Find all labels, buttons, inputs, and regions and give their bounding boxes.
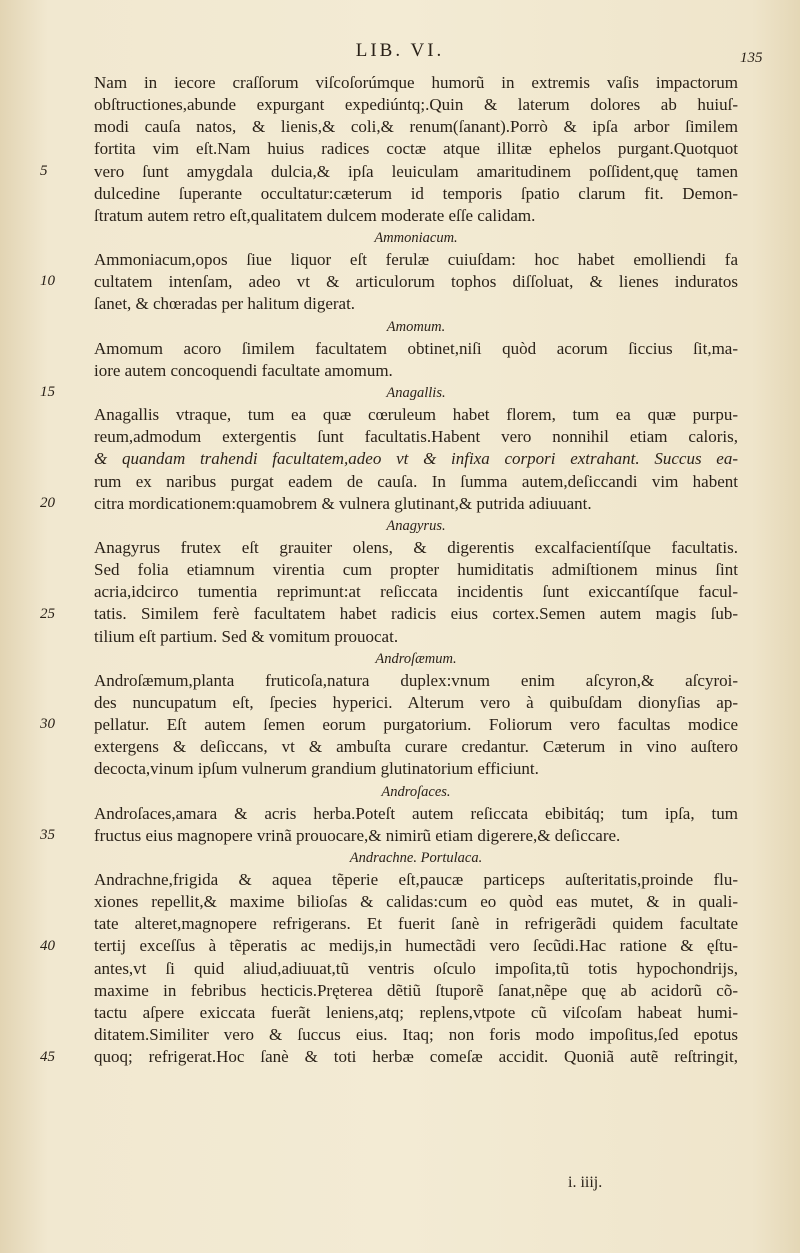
text-line: tatis. Similem ferè facultatem habet radicis eius cortex.Semen autem magis ſub- bbox=[94, 604, 738, 624]
text-line: xiones repellit,& maxime bilioſas & calidas:cum eo quòd eas mutet, & in quali- bbox=[94, 892, 738, 912]
section-heading: Andrachne. Portulaca. bbox=[349, 849, 483, 866]
margin-line-number: 10 bbox=[40, 273, 55, 290]
margin-line-number: 25 bbox=[40, 605, 55, 622]
section-heading: Androſæmum. bbox=[375, 650, 457, 667]
text-line: Androſaces,amara & acris herba.Poteſt autem reſiccata ebibitáq; tum ipſa, tum bbox=[94, 803, 738, 823]
text-line: modi cauſa natos, & lienis,& coli,& renum(ſanant).Porrò & ipſa arbor ſimilem bbox=[94, 117, 738, 137]
text-line: des nuncupatum eſt, ſpecies hyperici. Alterum vero à quibuſdam dionyſias ap- bbox=[94, 692, 738, 712]
section-heading: Amomum. bbox=[386, 318, 446, 335]
text-line: vero ſunt amygdala dulcia,& ipſa leuiculam amaritudinem poſſident,quę tamen bbox=[94, 161, 738, 181]
text-line: Androſæmum,planta fruticoſa,natura duplex:vnum enim aſcyron,& aſcyroi- bbox=[94, 670, 738, 690]
text-line: tertij exceſſus à tẽperatis ac medijs,in humectãdi vero ſecũdi.Hac ratione & ęſtu- bbox=[94, 936, 738, 956]
margin-line-number: 20 bbox=[40, 494, 55, 511]
text-line: tate alteret,magnopere refrigerans. Et fuerit ſanè in refrigerãdi quidem facultate bbox=[94, 914, 738, 934]
text-line: extergens & deſiccans, vt & ambuſta curare credantur. Cæterum in vino auſtero bbox=[94, 737, 738, 757]
section-heading: Androſaces. bbox=[381, 783, 451, 800]
section-heading: Anagyrus. bbox=[386, 517, 446, 534]
text-line: acria,idcirco tumentia reprimunt:at reſiccata incidentis ſunt exiccantíſque facul- bbox=[94, 582, 738, 602]
text-block bbox=[94, 72, 738, 1068]
margin-line-number: 15 bbox=[40, 384, 55, 401]
text-line: ditatem.Similiter vero & ſuccus eius. Itaq; non foris modo impoſitus,ſed epotus bbox=[94, 1025, 738, 1045]
text-line: Amomum acoro ſimilem facultatem obtinet,niſi quòd acorum ſiccius ſit,ma- bbox=[94, 338, 738, 358]
text-line: ſtratum autem retro eſt,qualitatem dulcem moderate eſſe calidam. bbox=[94, 205, 536, 225]
text-line: Andrachne,frigida & aquea tẽperie eſt,paucæ particeps auſteritatis,proinde flu- bbox=[94, 870, 738, 890]
margin-line-number: 35 bbox=[40, 827, 55, 844]
text-line: reum,admodum extergentis ſunt facultatis.Habent vero nonnihil etiam caloris, bbox=[94, 427, 738, 447]
text-line: Anagallis vtraque, tum ea quæ cœruleum habet florem, tum ea quæ purpu- bbox=[94, 405, 738, 425]
text-line: citra mordicationem:quamobrem & vulnera glutinant,& putrida adiuuant. bbox=[94, 493, 592, 513]
text-line: fructus eius magnopere vrinã prouocare,& nimirũ etiam digerere,& deſiccare. bbox=[94, 825, 621, 845]
text-line: fortita vim eſt.Nam huius radices coctæ atque illitæ ephelos purgant.Quotquot bbox=[94, 139, 738, 159]
text-line: Nam in iecore craſſorum viſcoſorúmque humorũ in extremis vaſis impactorum bbox=[94, 73, 738, 92]
text-line: iore autem concoquendi facultate amomum. bbox=[94, 360, 393, 380]
text-line: quoq; refrigerat.Hoc ſanè & toti herbæ comeſæ accidit. Quoniã autẽ reſtringit, bbox=[94, 1047, 738, 1067]
text-line: pellatur. Eſt autem ſemen eorum purgatorium. Foliorum vero facultas modice bbox=[94, 715, 738, 735]
page-number: 135 bbox=[740, 50, 763, 66]
text-line: maxime in febribus hecticis.Pręterea dẽtiũ ſtuporẽ ſanat,nẽpe quę ab acidorũ cõ- bbox=[94, 980, 738, 1000]
margin-line-number: 40 bbox=[40, 937, 55, 954]
text-line: obſtructiones,abunde expurgant expediúntq;.Quin & laterum dolores ab huiuſ- bbox=[94, 95, 738, 115]
margin-line-number: 45 bbox=[40, 1048, 55, 1065]
text-line: tactu aſpere exiccata fuerãt leniens,atq; replens,vtpote cũ viſcoſam habeat humi- bbox=[94, 1002, 738, 1022]
section-heading: Anagallis. bbox=[386, 384, 446, 401]
margin-line-number: 30 bbox=[40, 716, 55, 733]
text-line: Anagyrus frutex eſt grauiter olens, & digerentis excalfacientíſque facultatis. bbox=[94, 537, 738, 557]
text-line: antes,vt ſi quid aliud,adiuuat,tũ ventris oſculo impoſita,tũ totis hypochondrijs, bbox=[94, 958, 738, 978]
text-line: Ammoniacum,opos ſiue liquor eſt ferulæ cuiuſdam: hoc habet emolliendi fa bbox=[94, 250, 738, 270]
running-head: LIB. VI. bbox=[355, 40, 445, 61]
signature-mark: i. iiij. bbox=[568, 1174, 603, 1191]
text-line: decocta,vinum ipſum vulnerum grandium glutinatorium efficiunt. bbox=[94, 759, 539, 779]
text-line: & quandam trahendi facultatem,adeo vt & infixa corpori extrahant. Succus ea- bbox=[94, 449, 738, 469]
text-line: dulcedine ſuperante occultatur:cæterum id temporis ſpatio clarum fit. Demon- bbox=[94, 183, 738, 203]
text-line: rum ex naribus purgat eadem de cauſa. In ſumma autem,deſiccandi vim habent bbox=[94, 471, 738, 491]
text-line: Sed folia etiamnum virentia cum propter humiditatis admiſtionem minus ſint bbox=[94, 560, 738, 580]
section-heading: Ammoniacum. bbox=[374, 229, 458, 246]
text-line: cultatem intenſam, adeo vt & articulorum tophos diſſoluat, & lienes induratos bbox=[94, 272, 738, 292]
text-line: ſanet, & chœradas per halitum digerat. bbox=[94, 294, 356, 314]
margin-line-number: 5 bbox=[40, 162, 48, 179]
text-line: tilium eſt partium. Sed & vomitum prouocat. bbox=[94, 626, 399, 646]
